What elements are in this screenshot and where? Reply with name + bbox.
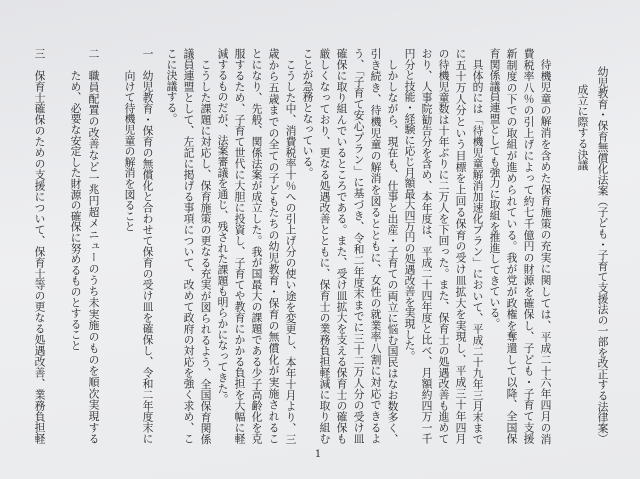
item-number: 一 bbox=[141, 48, 155, 60]
resolution-title: 幼児教育・保育無償化法案（子ども・子育て支援法の一部を改正する法律案） bbox=[596, 66, 610, 444]
paragraph-line: 待機児童の解消を含めた保育施策の充実に関しては、平成二十六年四月の消 bbox=[539, 58, 553, 444]
paragraph-line: 育関係議員連盟としても強力に取組を推進してきている。 bbox=[488, 48, 502, 329]
paragraph-line: の待機児童数は十年ぶりに二万人を下回った。また、保育士の処遇改善も進めて bbox=[437, 48, 451, 444]
paragraph-line: 服するため、子育て世代に大胆に投資し、子育てや教育にかかる負担を大幅に軽 bbox=[233, 48, 247, 444]
paragraph-line: う、「子育て安心プラン」に基づき、令和二年度末までに三十二万人分の受け皿 bbox=[352, 48, 366, 444]
paragraph-line: 議員連盟として、左記に掲げる事項について、改めて政府の対応を強く求め、こ bbox=[182, 48, 196, 444]
paragraph-line: 円分と技能・経験に応じ月額最大四万円の処遇改善を実現した。 bbox=[403, 48, 417, 362]
item-line bbox=[35, 48, 46, 444]
paragraph-line: 確保に取り組んでいるところである。また、受け皿拡大を支える保育士の確保も bbox=[335, 48, 349, 444]
item-number: 二 bbox=[87, 48, 101, 60]
paragraph-line: おり、人事院勧告分を含め、本年度は、平成二十四年度と比べ、月額約四万一千 bbox=[420, 48, 434, 444]
resolution-subtitle: 成立に際する決議 bbox=[576, 84, 590, 171]
item-text: 幼児教育・保育の無償化と合わせて保育の受け皿を確保し、令和二年度末に bbox=[141, 69, 155, 444]
paragraph-line: 減するものだが、法案審議を通じ、残された課題も明らかになってきた。 bbox=[216, 48, 230, 405]
paragraph-line: こに決議する。 bbox=[165, 48, 179, 124]
paragraph-line: しかしながら、現在も、仕事と出産・子育ての両立に悩む国民はなお数多く、 bbox=[386, 58, 400, 444]
paragraph-line: 引き続き、待機児童の解消を図るとともに、女性の就業率八割に対応できるよ bbox=[369, 48, 383, 444]
item-line bbox=[89, 48, 100, 444]
item-line: ため、必要な安定した財源の確保に努めるものとすること bbox=[69, 69, 83, 351]
paragraph-line: 歳から五歳までの全ての子どもたちの幼児教育・保育の無償化が実施されるこ bbox=[267, 48, 281, 444]
paragraph-line: 新制度の下での取組が進められている。我が党が政権を奪還して以降、全国保 bbox=[505, 48, 519, 444]
paragraph-line: こうした中、消費税率十％への引上げ分の使い途を変更し、本年十月より、三 bbox=[284, 58, 298, 444]
paragraph-line: に五十万人分という目標を上回る保育の受け皿拡大を実現し、平成三十年四月 bbox=[454, 48, 468, 444]
paragraph-line: こうした課題に対応し、保育施策の更なる充実が図られるよう、全国保育関係 bbox=[199, 58, 213, 444]
item-line bbox=[143, 48, 154, 444]
item-text: 保育士確保のための支援について、保育士等の更なる処遇改善、業務負担軽 bbox=[33, 69, 47, 444]
paragraph-line: 具体的には「待機児童解消加速化プラン」において、平成二十九年三月末まで bbox=[471, 58, 485, 444]
paragraph-line: 費税率八％の引上げによって約七千億円の財源を確保し、子ども・子育て支援 bbox=[522, 48, 536, 444]
paragraph-line: 厳しくなっており、更なる処遇改善とともに、保育士の業務負担軽減に取り組む bbox=[318, 48, 332, 444]
item-number: 三 bbox=[33, 48, 47, 60]
paragraph-line: ことが急務となっている。 bbox=[301, 48, 315, 178]
page-number: 1 bbox=[314, 449, 322, 460]
paragraph-line: とになり、先般、関係法案が成立した。我が国最大の課題である少子高齢化を克 bbox=[250, 48, 264, 444]
item-text: 職員配置の改善など一兆円超メニューのうち未実施のものを順次実現する bbox=[87, 70, 101, 444]
item-line: 向けて待機児童の解消を図ること bbox=[123, 69, 137, 232]
